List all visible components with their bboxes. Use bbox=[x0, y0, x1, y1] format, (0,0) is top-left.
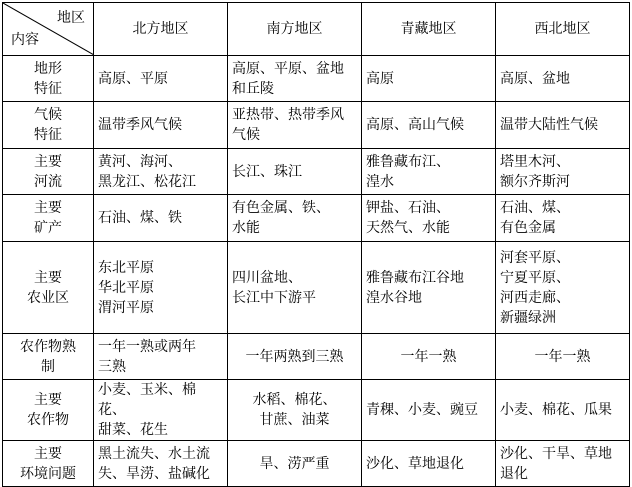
cell-rivers-northwest: 塔里木河、 额尔齐斯河 bbox=[496, 149, 630, 195]
table-row bbox=[3, 195, 630, 242]
row-label-minerals: 主要 矿产 bbox=[3, 195, 94, 242]
table-row bbox=[3, 149, 630, 195]
corner-label-content: 内容 bbox=[11, 32, 39, 48]
cell-terrain-qingzang: 高原 bbox=[362, 56, 496, 102]
cell-cropping-northwest: 一年一熟 bbox=[496, 334, 630, 380]
cell-crops-north: 小麦、玉米、棉花、 甜菜、花生 bbox=[94, 380, 228, 441]
cell-climate-south: 亚热带、热带季风 气候 bbox=[228, 102, 362, 149]
cell-env-northwest: 沙化、干旱、草地 退化 bbox=[496, 441, 630, 487]
cell-env-south: 旱、涝严重 bbox=[228, 441, 362, 487]
cell-minerals-northwest: 石油、煤、 有色金属 bbox=[496, 195, 630, 242]
header-row bbox=[3, 3, 630, 56]
cell-minerals-qingzang: 钾盐、石油、 天然气、水能 bbox=[362, 195, 496, 242]
table-row bbox=[3, 242, 630, 334]
cell-terrain-northwest: 高原、盆地 bbox=[496, 56, 630, 102]
cell-agri-regions-qingzang: 雅鲁藏布江谷地 湟水谷地 bbox=[362, 242, 496, 334]
cell-climate-north: 温带季风气候 bbox=[94, 102, 228, 149]
cell-rivers-qingzang: 雅鲁藏布江、 湟水 bbox=[362, 149, 496, 195]
cell-terrain-south: 高原、平原、盆地 和丘陵 bbox=[228, 56, 362, 102]
cell-agri-regions-south: 四川盆地、 长江中下游平 bbox=[228, 242, 362, 334]
row-label-agri-regions: 主要 农业区 bbox=[3, 242, 94, 334]
row-label-terrain: 地形 特征 bbox=[3, 56, 94, 102]
comparison-table bbox=[2, 2, 630, 487]
header-qingzang: 青藏地区 bbox=[362, 3, 496, 56]
cell-cropping-south: 一年两熟到三熟 bbox=[228, 334, 362, 380]
row-label-rivers: 主要 河流 bbox=[3, 149, 94, 195]
header-northwest: 西北地区 bbox=[496, 3, 630, 56]
cell-crops-qingzang: 青稞、小麦、豌豆 bbox=[362, 380, 496, 441]
cell-env-north: 黑土流失、水土流 失、旱涝、盐碱化 bbox=[94, 441, 228, 487]
row-label-climate: 气候 特征 bbox=[3, 102, 94, 149]
row-label-crops: 主要 农作物 bbox=[3, 380, 94, 441]
cell-rivers-north: 黄河、海河、 黑龙江、松花江 bbox=[94, 149, 228, 195]
header-south: 南方地区 bbox=[228, 3, 362, 56]
table-row bbox=[3, 380, 630, 441]
table-row bbox=[3, 56, 630, 102]
cell-terrain-north: 高原、平原 bbox=[94, 56, 228, 102]
cell-cropping-north: 一年一熟或两年 三熟 bbox=[94, 334, 228, 380]
corner-cell bbox=[3, 3, 94, 56]
cell-cropping-qingzang: 一年一熟 bbox=[362, 334, 496, 380]
cell-env-qingzang: 沙化、草地退化 bbox=[362, 441, 496, 487]
table-row bbox=[3, 334, 630, 380]
cell-crops-northwest: 小麦、棉花、瓜果 bbox=[496, 380, 630, 441]
cell-climate-qingzang: 高原、高山气候 bbox=[362, 102, 496, 149]
header-north: 北方地区 bbox=[94, 3, 228, 56]
cell-minerals-south: 有色金属、铁、 水能 bbox=[228, 195, 362, 242]
table-row bbox=[3, 441, 630, 487]
cell-climate-northwest: 温带大陆性气候 bbox=[496, 102, 630, 149]
row-label-cropping-system: 农作物熟 制 bbox=[3, 334, 94, 380]
row-label-env-issues: 主要 环境问题 bbox=[3, 441, 94, 487]
table-row bbox=[3, 102, 630, 149]
cell-agri-regions-northwest: 河套平原、 宁夏平原、 河西走廊、 新疆绿洲 bbox=[496, 242, 630, 334]
corner-label-region: 地区 bbox=[57, 10, 85, 26]
cell-crops-south: 水稻、棉花、 甘蔗、油菜 bbox=[228, 380, 362, 441]
cell-minerals-north: 石油、煤、铁 bbox=[94, 195, 228, 242]
cell-rivers-south: 长江、珠江 bbox=[228, 149, 362, 195]
cell-agri-regions-north: 东北平原 华北平原 渭河平原 bbox=[94, 242, 228, 334]
